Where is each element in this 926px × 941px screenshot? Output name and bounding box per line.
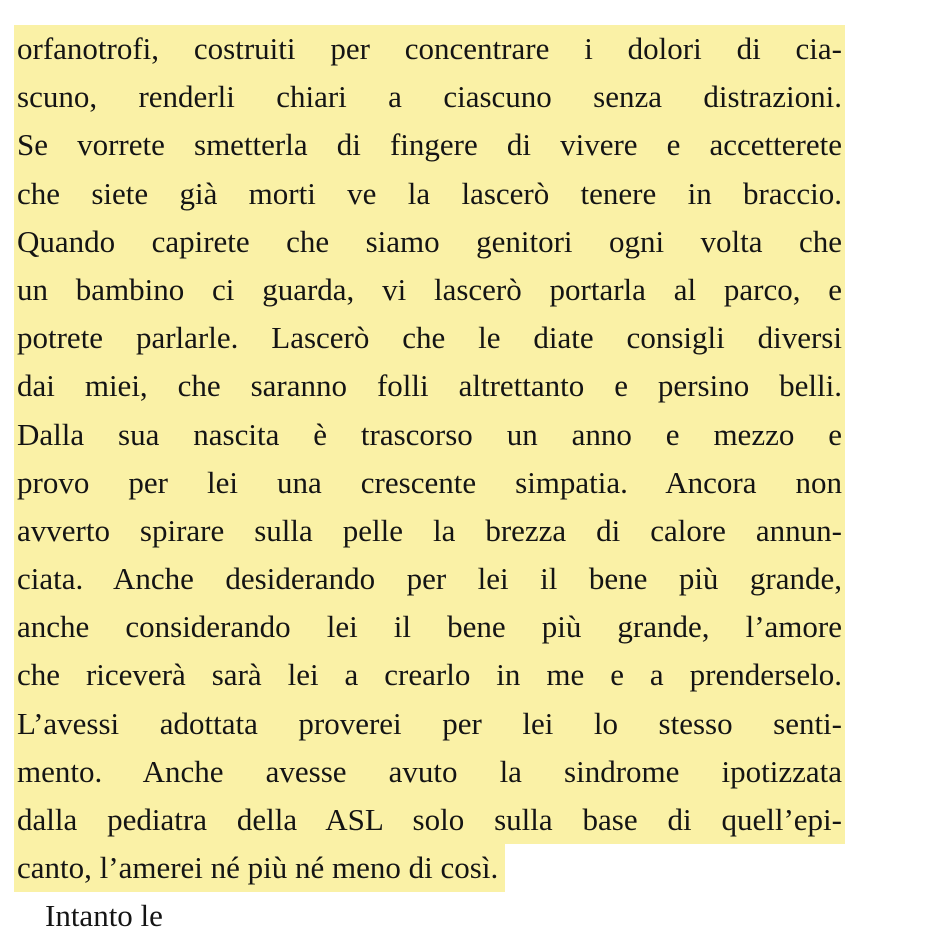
text-line: dai miei, che saranno folli altrettanto e persino belli. [14, 362, 845, 410]
highlighted-passage[interactable] [14, 25, 845, 941]
next-paragraph-partial-line: Intanto le [45, 898, 163, 934]
text-line: che riceverà sarà lei a crearlo in me e a prenderselo. [14, 651, 845, 699]
text-line: ciata. Anche desiderando per lei il bene più grande, [14, 555, 845, 603]
text-line: L’avessi adottata proverei per lei lo stesso senti- [14, 700, 845, 748]
text-line: orfanotrofi, costruiti per concentrare i dolori di cia- [14, 25, 845, 73]
text-line: potrete parlarle. Lascerò che le diate consigli diversi [14, 314, 845, 362]
highlight-end-span: canto, l’amerei né più né meno di così. [14, 844, 505, 892]
text-line: avverto spirare sulla pelle la brezza di calore annun- [14, 507, 845, 555]
text-line: scuno, renderli chiari a ciascuno senza distrazioni. [14, 73, 845, 121]
text-line: anche considerando lei il bene più grande, l’amore [14, 603, 845, 651]
text-line: Dalla sua nascita è trascorso un anno e mezzo e [14, 411, 845, 459]
text-line [14, 844, 845, 892]
text-line: Quando capirete che siamo genitori ogni volta che [14, 218, 845, 266]
text-line: provo per lei una crescente simpatia. Ancora non [14, 459, 845, 507]
text-line: che siete già morti ve la lascerò tenere in braccio. [14, 170, 845, 218]
text-line: un bambino ci guarda, vi lascerò portarla al parco, e [14, 266, 845, 314]
text-line: mento. Anche avesse avuto la sindrome ipotizzata [14, 748, 845, 796]
text-line: Se vorrete smetterla di fingere di vivere e accetterete [14, 121, 845, 169]
text-line: dalla pediatra della ASL solo sulla base di quell’epi- [14, 796, 845, 844]
